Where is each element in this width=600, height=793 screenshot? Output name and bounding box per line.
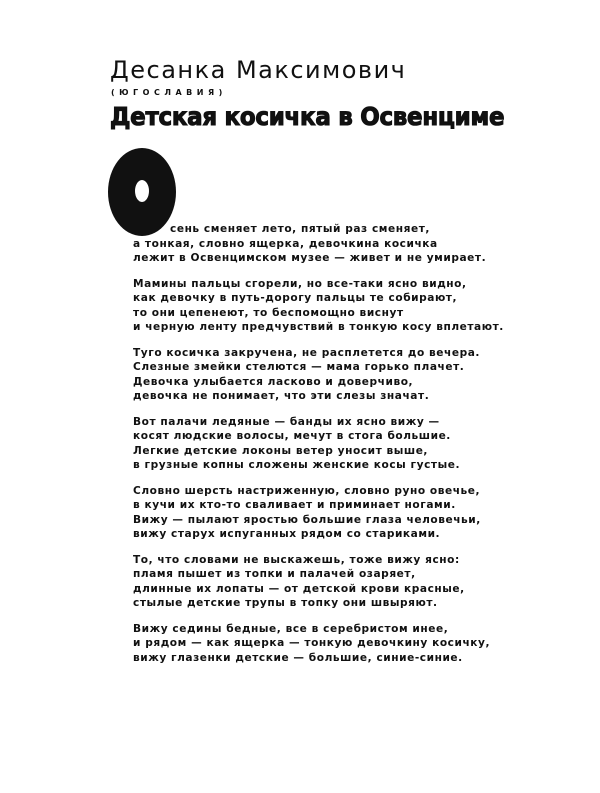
poem-stanza xyxy=(133,346,504,404)
poem-line: в кучи их кто-то сваливает и приминает ногами. xyxy=(133,499,456,511)
poem-line: То, что словами не выскажешь, тоже вижу ясно: xyxy=(133,553,460,566)
poem-line: сень сменяет лето, пятый раз сменяет, xyxy=(170,223,430,235)
poem-stanza xyxy=(133,222,504,266)
poem-line: Слезные змейки стелются — мама горько плачет. xyxy=(133,361,465,373)
poem-line: девочка не понимает, что эти слезы значат. xyxy=(133,390,430,402)
poem-line: лежит в Освенцимском музее — живет и не умирает. xyxy=(133,252,487,264)
poem-stanza xyxy=(133,622,504,666)
poem-title: Детская косичка в Освенциме xyxy=(110,103,505,132)
poem-line: пламя пышет из топки и палачей озаряет, xyxy=(133,568,416,580)
poem-line: Легкие детские локоны ветер уносит выше, xyxy=(133,444,429,457)
poem-line: Вот палачи ледяные — банды их ясно вижу — xyxy=(133,415,440,428)
poem-line: Туго косичка закручена, не расплетется до вечера. xyxy=(133,346,481,359)
poem-line: то они цепенеют, то беспомощно виснут xyxy=(133,306,404,319)
poem-line: Мамины пальцы сгорели, но все-таки ясно видно, xyxy=(133,277,467,290)
poem-line: Девочка улыбается ласково и доверчиво, xyxy=(133,375,414,388)
poem-line: Вижу седины бедные, все в серебристом инее, xyxy=(133,622,449,635)
poem-line: вижу старух испуганных рядом со стариками. xyxy=(133,528,441,540)
poem-line: косят людские волосы, мечут в стога большие. xyxy=(133,430,451,442)
poem-line: длинные их лопаты — от детской крови красные, xyxy=(133,582,465,595)
poem-line: и рядом — как ящерка — тонкую девочкину косичку, xyxy=(133,637,491,649)
poem-stanza xyxy=(133,415,504,473)
author-name: Десанка Максимович xyxy=(110,56,407,84)
poem-line: а тонкая, словно ящерка, девочкина косичка xyxy=(133,237,438,250)
poem-stanza xyxy=(133,484,504,542)
poem-body xyxy=(133,222,504,676)
poem-stanza xyxy=(133,553,504,611)
poem-line: Вижу — пылают яростью большие глаза человечьи, xyxy=(133,513,481,526)
poem-line: как девочку в путь-дорогу пальцы те собирают, xyxy=(133,292,458,304)
poem-line: и черную ленту предчувствий в тонкую косу вплетают. xyxy=(133,321,504,333)
poem-line: стылые детские трупы в топку они швыряют. xyxy=(133,597,438,609)
author-country: (ЮГОСЛАВИЯ) xyxy=(111,88,227,97)
poem-line: в грузные копны сложены женские косы густые. xyxy=(133,459,461,471)
poem-stanza xyxy=(133,277,504,335)
poem-line: вижу глазенки детские — большие, синие-синие. xyxy=(133,651,463,664)
poem-line: Словно шерсть настриженную, словно руно овечье, xyxy=(133,484,481,497)
